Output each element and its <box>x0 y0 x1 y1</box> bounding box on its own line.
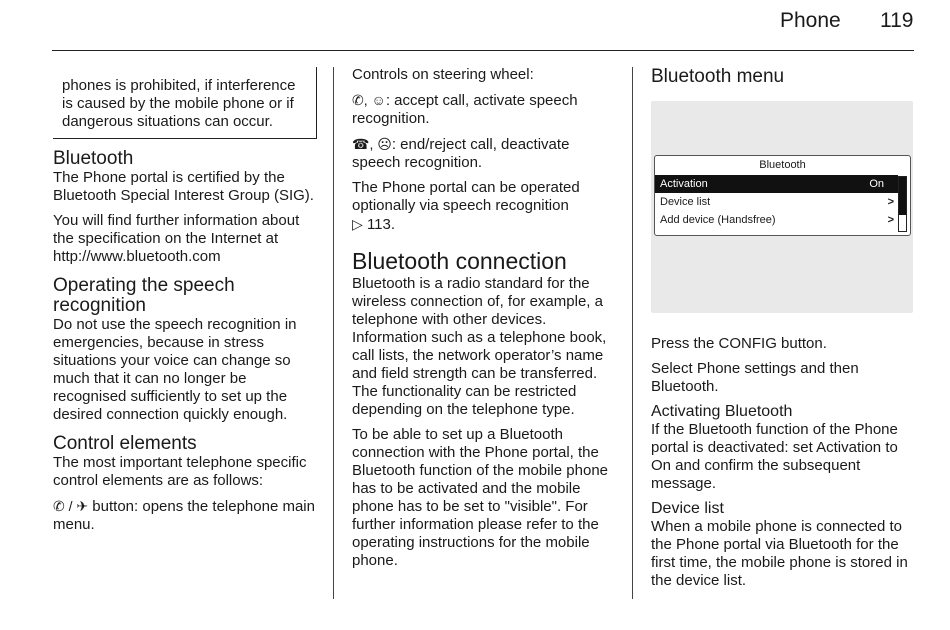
paragraph: Press the CONFIG button. <box>651 335 827 352</box>
paragraph: Bluetooth is a radio standard for the wireless connection of, for example, a telephone with other devices. Information such as a telephone book, call lists, the network operator’s name and field strength can be transferred. The functionality can be restricted depending on the telephone type. <box>352 275 607 418</box>
column-divider <box>333 67 334 599</box>
scrollbar-thumb[interactable] <box>899 177 906 215</box>
paragraph: The Phone portal is certified by the Bluetooth Special Interest Group (SIG). <box>53 169 314 204</box>
bluetooth-menu-screenshot <box>651 101 913 313</box>
menu-title: Bluetooth <box>759 159 806 171</box>
column-1 <box>53 67 321 541</box>
scrollbar[interactable] <box>898 176 907 232</box>
menu-item-device-list[interactable]: Device list > <box>655 193 898 211</box>
paragraph: Controls on steering wheel: <box>352 66 534 83</box>
paragraph: To be able to set up a Bluetooth connection with the Phone portal, the Bluetooth function of the mobile phone has to be activated and the mobile phone has to be set to "visible". For further information please refer to the operating instructions for the mobile phone. <box>352 426 609 569</box>
column-divider <box>632 67 633 599</box>
bluetooth-heading: Bluetooth <box>53 148 134 169</box>
end-call-icon: ☎, ☹ <box>352 136 392 152</box>
chevron-right-icon: > <box>887 196 894 208</box>
column-3 <box>651 67 919 597</box>
paragraph: You will find further information about the specification on the Internet at http://www.bluetooth.com <box>53 212 300 265</box>
menu-item-add-device[interactable]: Add device (Handsfree) > <box>655 211 898 229</box>
menu-item-activation[interactable]: Activation On <box>655 175 898 193</box>
device-list-heading: Device list <box>651 500 724 517</box>
paragraph: The most important telephone specific control elements are as follows: <box>53 454 307 489</box>
speech-heading: Operating the speech recognition <box>53 275 235 316</box>
column-2 <box>352 66 620 577</box>
control-heading: Control elements <box>53 433 197 454</box>
phone-icon: ✆ / ✈ <box>53 498 89 514</box>
menu-heading: Bluetooth menu <box>651 66 785 87</box>
warning-box <box>53 67 317 139</box>
paragraph: ☎, ☹: end/reject call, deactivate speech recognition. <box>352 136 570 171</box>
chevron-right-icon: > <box>887 214 894 226</box>
paragraph: ✆ / ✈ button: opens the telephone main menu. <box>53 498 315 533</box>
page-number: 119 <box>880 9 914 32</box>
menu-panel <box>654 155 911 236</box>
activating-heading: Activating Bluetooth <box>651 403 793 420</box>
paragraph: The Phone portal can be operated optionally via speech recognition ▷ 113. <box>352 179 580 233</box>
header-title: Phone <box>780 9 841 32</box>
header-rule <box>52 50 914 51</box>
page-reference-icon: ▷ <box>352 216 363 232</box>
activation-value: On <box>869 178 884 190</box>
accept-call-icon: ✆, ☺ <box>352 92 386 108</box>
paragraph: If the Bluetooth function of the Phone portal is deactivated: set Activation to On and confirm the subsequent message. <box>651 421 898 492</box>
paragraph: When a mobile phone is connected to the Phone portal via Bluetooth for the first time, the mobile phone is stored in the device list. <box>651 518 908 589</box>
connection-heading: Bluetooth connection <box>352 248 567 274</box>
paragraph: Select Phone settings and then Bluetooth. <box>651 360 859 395</box>
paragraph: ✆, ☺: accept call, activate speech recognition. <box>352 92 578 127</box>
paragraph: Do not use the speech recognition in emergencies, because in stress situations your voice can change so much that it can no longer be recognised sufficiently to set up the desired connection quickly enough. <box>53 316 297 423</box>
warning-text: phones is prohibited, if interference is caused by the mobile phone or if dangerous situations can occur. <box>62 77 296 130</box>
